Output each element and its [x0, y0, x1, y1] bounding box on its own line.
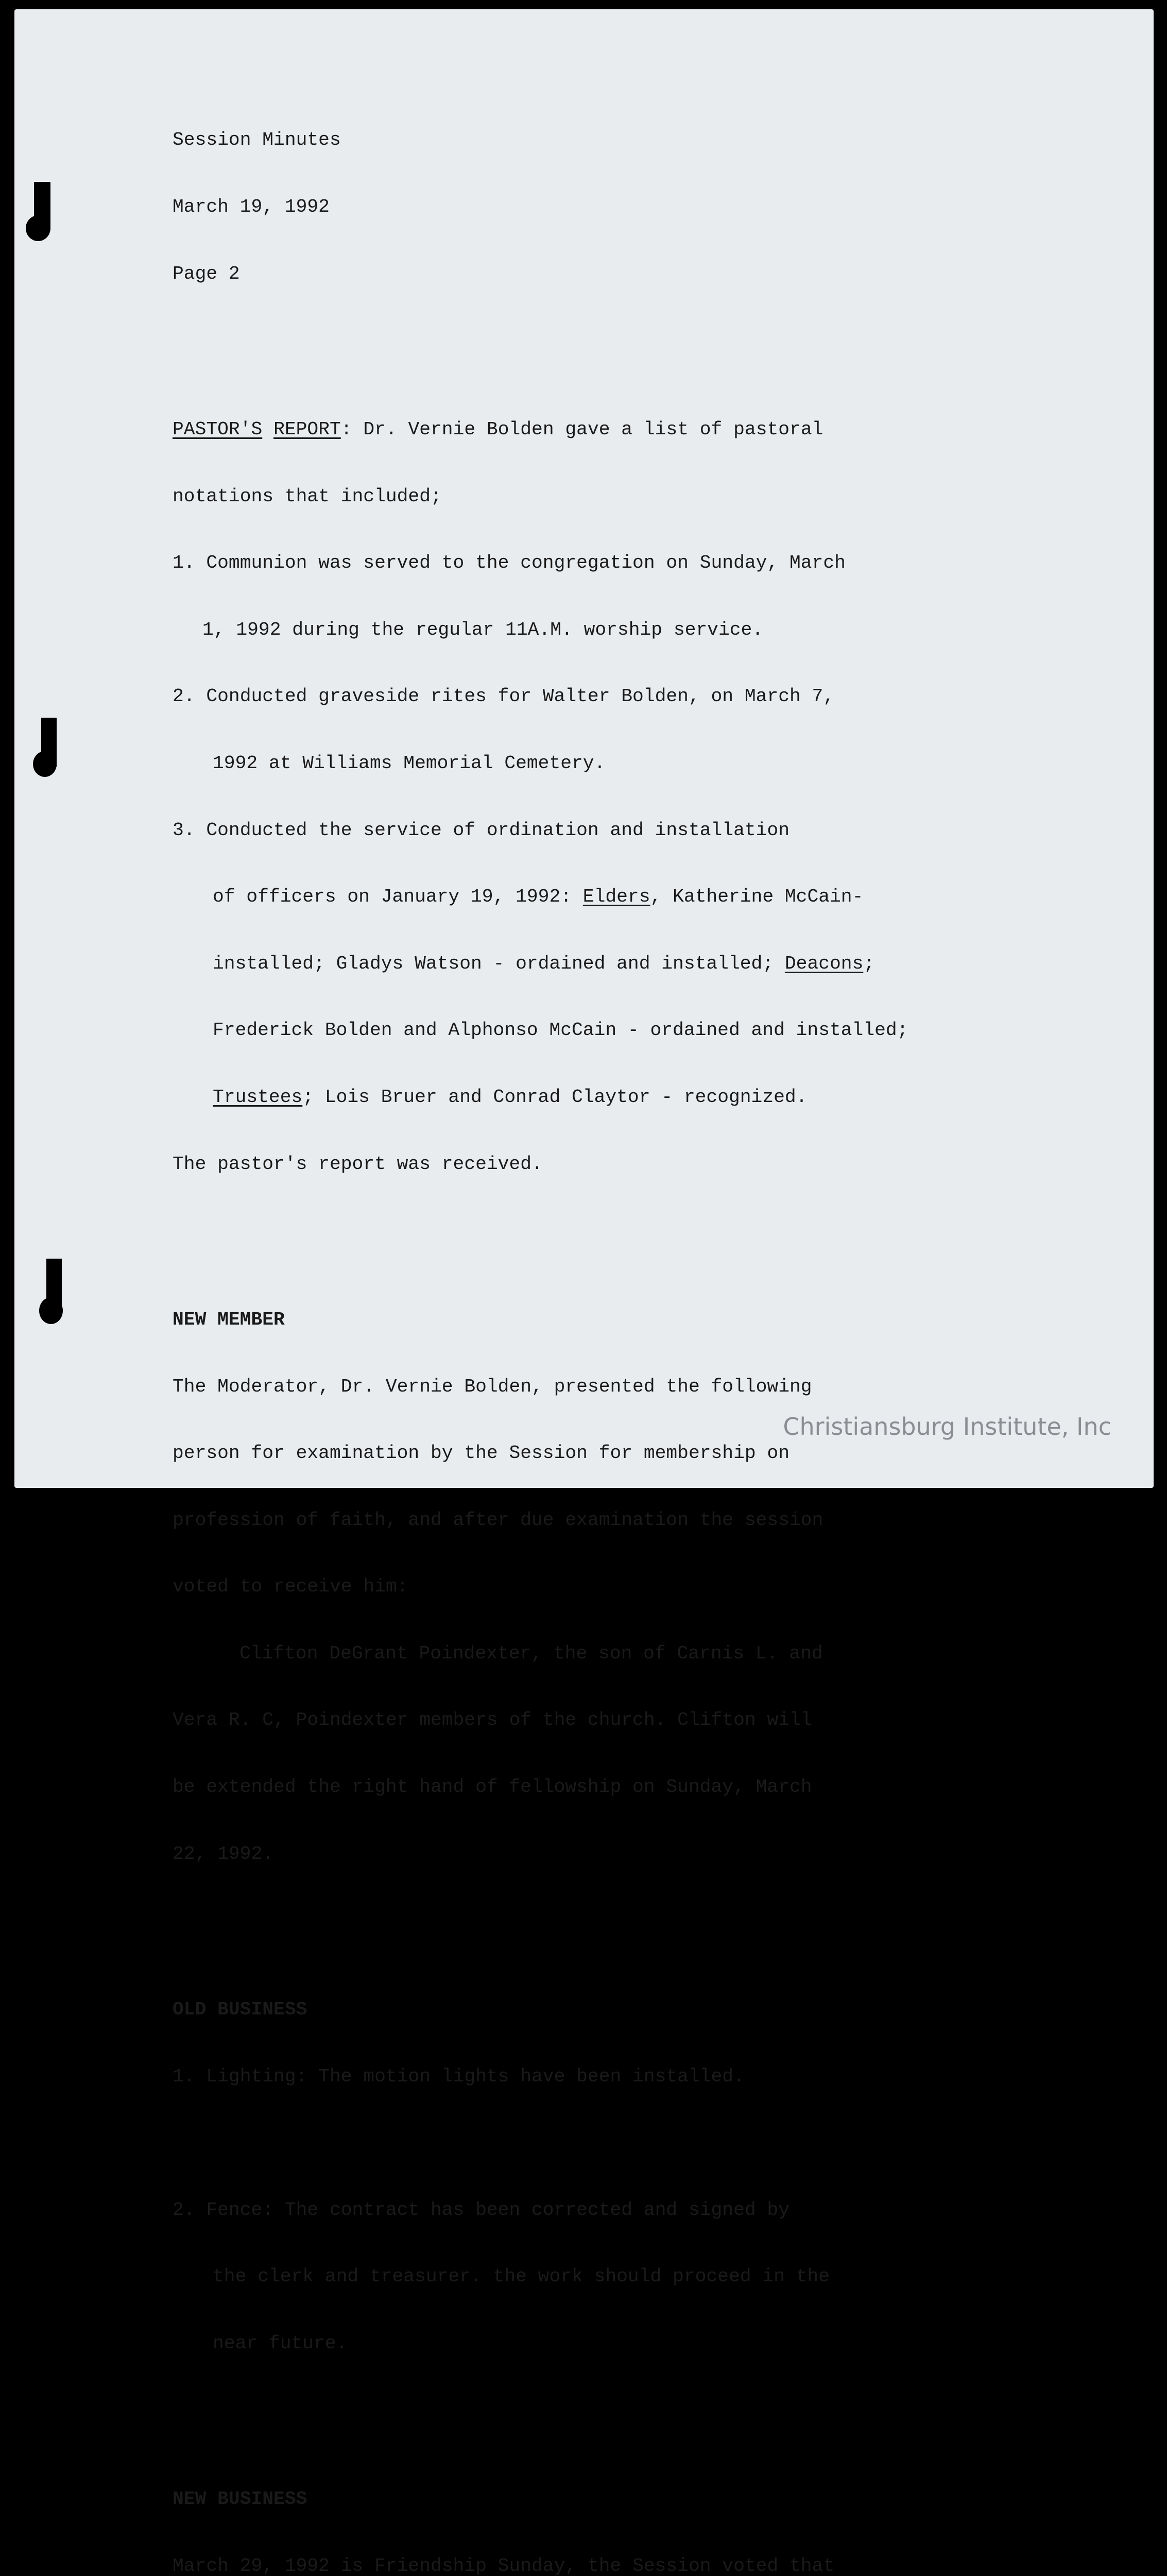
- doc-title: Session Minutes: [173, 129, 341, 151]
- pastors-label: PASTOR'S: [173, 418, 263, 440]
- punch-hole-middle-round: [33, 751, 57, 777]
- pastors-report-closing: The pastor's report was received.: [173, 1153, 543, 1175]
- report-label: REPORT: [273, 418, 341, 440]
- pastors-item-3: 3. Conducted the service of ordination and installation: [173, 819, 790, 841]
- pastors-item-2: 2. Conducted graveside rites for Walter Bolden, on March 7,: [173, 686, 835, 707]
- pastors-report-intro: PASTOR'S REPORT: Dr. Vernie Bolden gave a list of pastoral: [173, 418, 823, 440]
- elders-label: Elders: [582, 886, 650, 908]
- doc-date: March 19, 1992: [173, 196, 330, 217]
- old-business-item-2: 2. Fence: The contract has been corrected and signed by: [173, 2199, 790, 2221]
- minutes-text: Session Minutes March 19, 1992 Page 2 PASTOR'S REPORT: Dr. Vernie Bolden gave a list of pastoral notations that included; 1. Communion was served to the congregation on Sunday, March 1, 1992 during the regular 11A.M. worship service. 2. Conducted graveside rites for Walter Bolden, on March 7, 1992 at Williams Memorial Cemetery. 3. Conducted the service of ordination and installation of officers on January 19, 1992: Elders, Katherine McCain- installed; Gladys Watson - ordained and installed; Deacons; Frederick Bolden and Alphonso McCain - ordained and installed; Trustees; Lois Bruer and Conrad Claytor - recognized. The pastor's report was received. NEW MEMBER The Moderator, Dr. Vernie Bolden, presented the following person for examination by the Session for membership on profession of faith, and after due examination the session voted to receive him: Clifton DeGrant Poindexter, the son of Carnis L. and Vera R. C, Poindexter members of the church. Clifton will be extended the right hand of fellowship on Sunday, March 22, 1992. OLD BUSINESS 1. Lighting: The motion lights have been installed. 2. Fence: The contract has been corrected and signed by the clerk and treasurer. the work should proceed in the near future. NEW BUSINESS March 29, 1992 is Friendship Sunday, the Session voted that: [173, 84, 1058, 2576]
- punch-hole-bottom-round: [39, 1297, 63, 1324]
- doc-page-number: Page 2: [173, 263, 240, 284]
- deacons-label: Deacons: [784, 953, 864, 974]
- new-member-heading: NEW MEMBER: [173, 1309, 285, 1330]
- watermark: Christiansburg Institute, Inc: [783, 1413, 1111, 1440]
- old-business-item-1: 1. Lighting: The motion lights have been installed.: [173, 2065, 745, 2087]
- trustees-label: Trustees: [213, 1086, 303, 1108]
- old-business-heading: OLD BUSINESS: [173, 1999, 307, 2021]
- new-business-heading: NEW BUSINESS: [173, 2488, 307, 2510]
- punch-hole-top-round: [26, 215, 50, 241]
- pastors-item-1: 1. Communion was served to the congregation on Sunday, March: [173, 552, 846, 574]
